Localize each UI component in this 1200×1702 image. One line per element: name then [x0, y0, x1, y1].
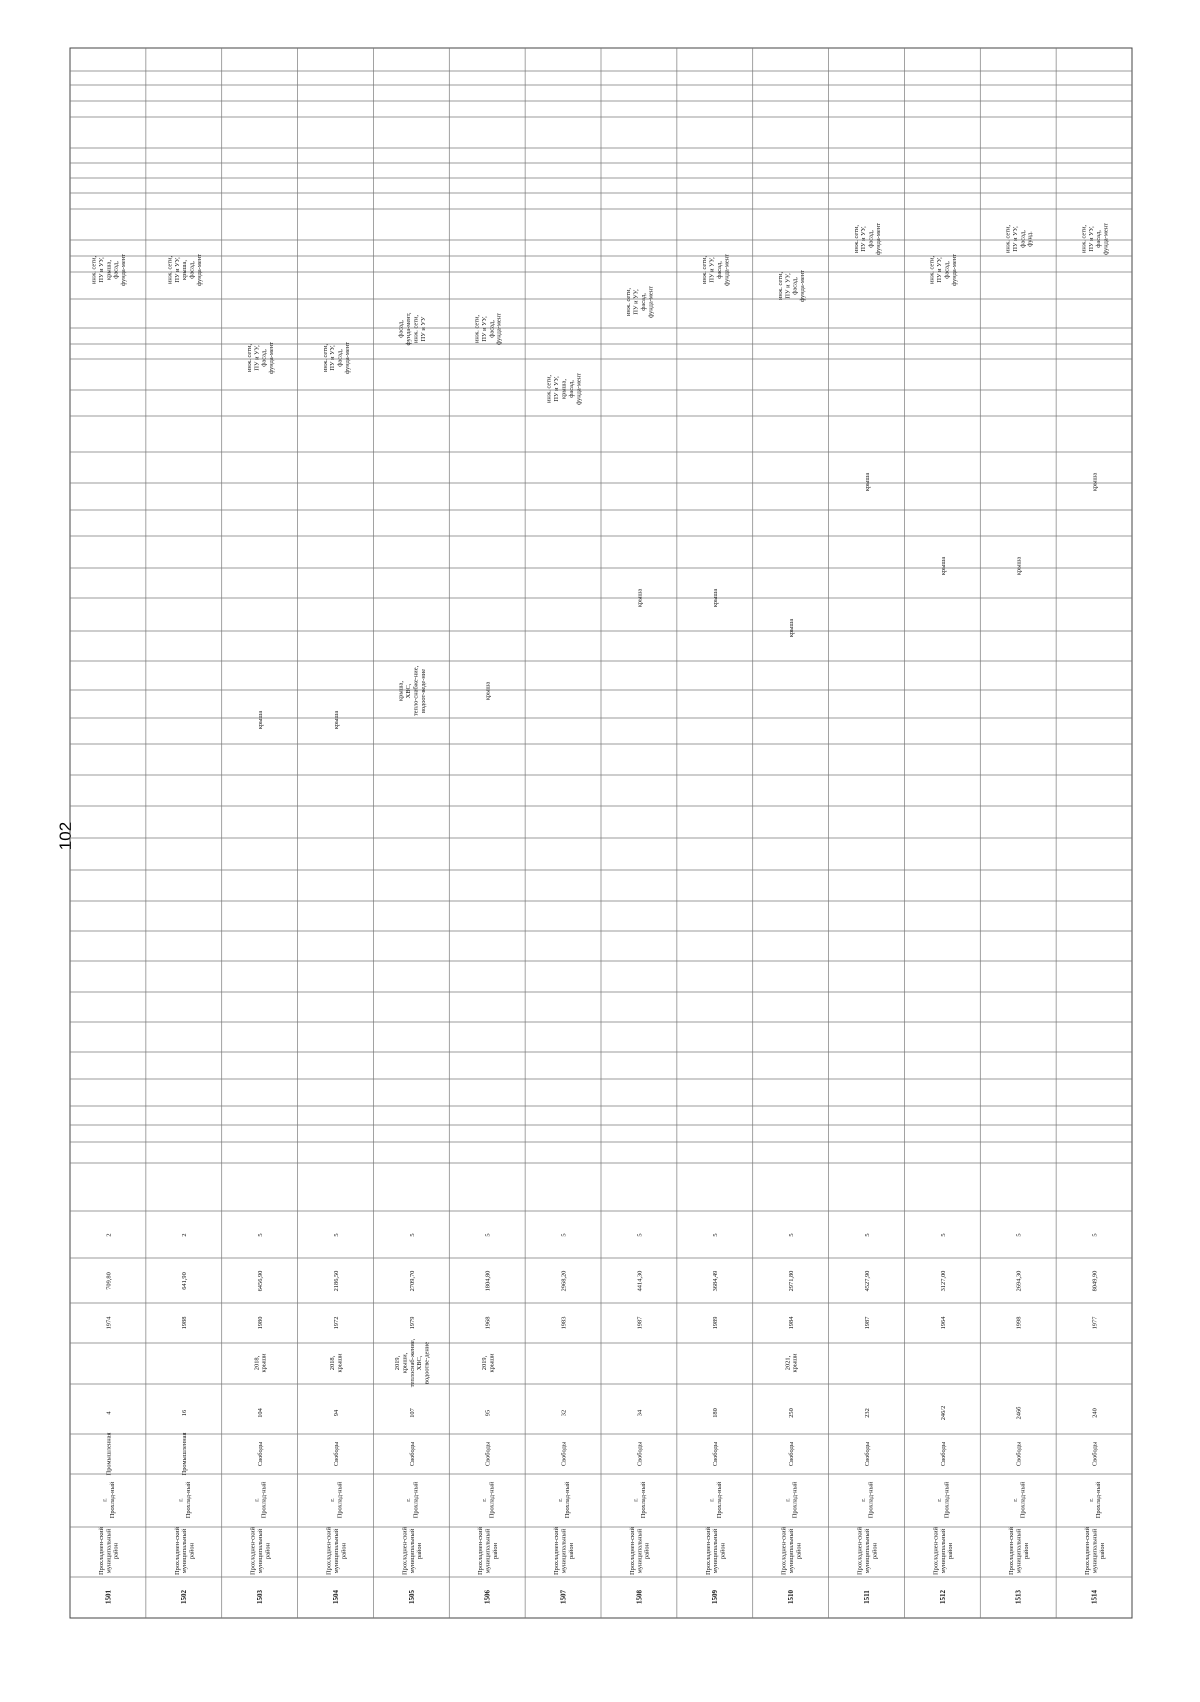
cell-locality: г.Прохлад-ный [632, 1481, 648, 1519]
table-row [1080, 223, 1109, 1604]
cell-num: 1508 [635, 1590, 644, 1604]
cell-district: Прохладнен-скиймуниципальныйрайон [932, 1527, 955, 1575]
cell-street: Свободы [788, 1441, 796, 1467]
cell-planned-work: инж. сети,ПУ и УУ,фасад,фунда-мент [473, 313, 503, 345]
cell-house: 32 [560, 1409, 568, 1417]
cell-roof-work: 2018,крыши [253, 1353, 268, 1373]
cell-district: Прохладнен-скиймуниципальныйрайон [401, 1527, 424, 1575]
table-row [246, 342, 275, 1604]
cell-locality: г.Прохлад-ный [1087, 1481, 1103, 1519]
cell-planned-work: инж. сети,ПУ и УУ,фасад,фунд. [1004, 224, 1034, 254]
table-row [394, 312, 431, 1604]
cell-street: Свободы [332, 1441, 340, 1467]
cell-locality: г.Прохлад-ный [556, 1481, 572, 1519]
cell-planned-work: крыша [939, 556, 947, 576]
cell-street: Промышленная [181, 1432, 189, 1476]
cell-street: Свободы [712, 1441, 720, 1467]
cell-planned-work: инж. сети,ПУ и УУ,крыша,фасад,фунда-мент [545, 373, 583, 405]
cell-house: 107 [408, 1408, 416, 1418]
cell-planned-work: инж. сети,ПУ и УУ,фасад,фунда-мент [625, 286, 655, 318]
cell-num: 1510 [787, 1590, 796, 1604]
cell-house: 104 [257, 1408, 265, 1418]
cell-roof-work: 2018,крыши [329, 1353, 344, 1373]
cell-roof-work: 2021,крыши [784, 1353, 799, 1373]
cell-locality: г.Прохлад-ный [329, 1481, 344, 1519]
cell-year: 1988 [181, 1316, 189, 1330]
cell-floors: 5 [257, 1233, 265, 1237]
cell-num: 1504 [331, 1590, 340, 1604]
cell-planned-work: крыша [257, 710, 265, 730]
table-row [929, 254, 958, 1604]
table-row [91, 254, 128, 1604]
cell-area: 2709,70 [408, 1270, 416, 1292]
cell-locality: г.Прохлад-ный [708, 1481, 723, 1519]
cell-floors: 5 [788, 1233, 796, 1237]
cell-year: 1979 [408, 1316, 416, 1330]
cell-planned-work: инж. сети,ПУ и УУ,фасад,фунда-мент [245, 342, 276, 374]
page-number-text: 102 [56, 821, 75, 851]
cell-street: Свободы [1015, 1441, 1023, 1467]
cell-area: 6456,90 [257, 1270, 265, 1292]
cell-street: Промышленная [105, 1432, 113, 1476]
cell-district: Прохладнен-скиймуниципальныйрайон [325, 1527, 348, 1575]
cell-floors: 5 [484, 1233, 492, 1237]
cell-year: 1974 [105, 1316, 113, 1330]
cell-floors: 2 [181, 1233, 189, 1237]
cell-planned-work: инж. сети,ПУ и УУ,фасад,фунда-мент [928, 254, 958, 286]
cell-house: 180 [712, 1408, 720, 1418]
cell-year: 1968 [484, 1316, 492, 1330]
cell-area: 3127,00 [939, 1270, 947, 1292]
cell-locality: г.Прохлад-ный [936, 1481, 951, 1519]
cell-district: Прохладнен-скиймуниципальныйрайон [1008, 1527, 1031, 1575]
cell-year: 1989 [712, 1316, 720, 1330]
table-row [474, 313, 503, 1604]
cell-street: Свободы [484, 1441, 492, 1467]
cell-planned-work: инж. сети,ПУ и УУ,фасад,фунда-мент [776, 270, 807, 302]
cell-year: 1980 [257, 1316, 265, 1330]
cell-planned-work: крыша [788, 618, 796, 638]
cell-area: 1804,80 [484, 1270, 492, 1292]
cell-planned-work: крыша [636, 588, 644, 608]
cell-house: 94 [332, 1409, 340, 1417]
cell-area: 2694,30 [1015, 1270, 1023, 1292]
cell-planned-work: крыша [332, 710, 340, 730]
cell-year: 1972 [332, 1316, 340, 1330]
cell-year: 1987 [636, 1316, 644, 1330]
cell-district: Прохладнен-скиймуниципальныйрайон [97, 1527, 120, 1575]
cell-planned-work: инж. сети,ПУ и УУ,фасад,фунда-мент [1080, 223, 1110, 255]
cell-floors: 5 [332, 1233, 340, 1237]
cell-area: 641,90 [181, 1272, 189, 1290]
cell-num: 1512 [938, 1590, 947, 1604]
cell-locality: г.Прохлад-ный [101, 1481, 117, 1519]
cell-street: Свободы [408, 1441, 416, 1467]
cell-street: Свободы [939, 1441, 947, 1467]
cell-house: 240 [1091, 1408, 1099, 1418]
cell-street: Свободы [1091, 1441, 1099, 1467]
cell-district: Прохладнен-скиймуниципальныйрайон [249, 1527, 272, 1575]
table-row [701, 254, 730, 1604]
cell-planned-work: фасад,фунда-мент,инж. сети,ПУ и УУ [397, 312, 427, 346]
cell-house: 232 [863, 1408, 871, 1418]
cell-planned-work: крыша,ХВС,тепло-снабже-ние,водоот-веде-ние [397, 665, 427, 717]
cell-house: 34 [636, 1409, 644, 1417]
cell-district: Прохладнен-скиймуниципальныйрайон [477, 1527, 500, 1575]
cell-year: 1964 [939, 1316, 947, 1330]
cell-district: Прохладнен-скиймуниципальныйрайон [704, 1527, 727, 1575]
cell-area: 8049,90 [1091, 1270, 1099, 1292]
cell-street: Свободы [560, 1441, 568, 1467]
cell-num: 1502 [180, 1590, 189, 1604]
cell-floors: 5 [939, 1233, 947, 1237]
cell-num: 1506 [483, 1590, 492, 1604]
cell-area: 709,80 [105, 1272, 113, 1290]
cell-area: 2971,80 [788, 1270, 796, 1292]
cell-year: 1977 [1091, 1316, 1099, 1330]
cell-planned-work: инж. сети,ПУ и УУ,крыша,фасад,фунда-мент [166, 254, 203, 286]
table-row [853, 223, 882, 1604]
cell-year: 1998 [1015, 1316, 1023, 1330]
cell-locality: г.Прохлад-ный [177, 1481, 192, 1519]
cell-num: 1511 [862, 1590, 871, 1604]
cell-year: 1983 [560, 1316, 568, 1330]
cell-area: 4527,90 [863, 1270, 871, 1292]
cell-area: 4414,30 [636, 1270, 644, 1292]
cell-planned-work: крыша [712, 588, 720, 608]
cell-locality: г.Прохлад-ный [480, 1481, 496, 1519]
cell-district: Прохладнен-скиймуниципальныйрайон [553, 1527, 575, 1575]
table-row [166, 254, 203, 1604]
cell-num: 1507 [559, 1590, 568, 1604]
cell-house: 246б [1015, 1406, 1023, 1420]
cell-house: 95 [484, 1409, 492, 1417]
cell-locality: г.Прохлад-ный [253, 1481, 268, 1519]
cell-floors: 5 [712, 1233, 720, 1237]
cell-locality: г.Прохлад-ный [860, 1481, 875, 1519]
cell-year: 1984 [788, 1316, 796, 1330]
cell-floors: 5 [1015, 1233, 1023, 1237]
cell-num: 1513 [1014, 1590, 1023, 1604]
cell-locality: г.Прохлад-ный [784, 1481, 799, 1519]
cell-street: Свободы [636, 1441, 644, 1467]
cell-street: Свободы [863, 1441, 871, 1467]
cell-street: Свободы [257, 1441, 265, 1467]
cell-planned-work: крыша [1091, 472, 1099, 492]
cell-house: 246/2 [939, 1405, 947, 1421]
cell-house: 16 [181, 1409, 189, 1417]
cell-floors: 5 [408, 1233, 416, 1237]
cell-planned-work: инж. сети,ПУ и УУ,крыша,фасад,фунда-мент [90, 254, 128, 286]
cell-planned-work: инж. сети,ПУ и УУ,фасад,фунда-мент [852, 223, 882, 255]
cell-roof-work: 2019,крыши,теплоснаб-жение,ХВС,водоотве-дение [393, 1338, 431, 1388]
cell-planned-work: инж. сети,ПУ и УУ,фасад,фунда-мент [701, 254, 731, 286]
cell-roof-work: 2019,крыши [480, 1353, 496, 1373]
table-grid [70, 48, 1132, 1618]
cell-floors: 5 [636, 1233, 644, 1237]
cell-num: 1503 [256, 1590, 265, 1604]
table-row [1005, 225, 1034, 1604]
cell-floors: 5 [1091, 1233, 1099, 1237]
cell-area: 3684,49 [712, 1270, 720, 1292]
cell-num: 1509 [711, 1590, 720, 1604]
cell-district: Прохладнен-скиймуниципальныйрайон [628, 1527, 651, 1575]
cell-year: 1987 [863, 1316, 871, 1330]
table-row [625, 286, 654, 1604]
cell-floors: 2 [105, 1233, 113, 1237]
cell-district: Прохладнен-скиймуниципальныйрайон [856, 1527, 879, 1575]
cell-district: Прохладнен-скиймуниципальныйрайон [173, 1527, 196, 1575]
cell-floors: 5 [560, 1233, 568, 1237]
cell-area: 2968,20 [560, 1270, 568, 1292]
table-row [546, 373, 583, 1604]
cell-floors: 5 [863, 1233, 871, 1237]
cell-planned-work: инж. сети,ПУ и УУ,фасад,фунда-мент [321, 342, 351, 374]
cell-locality: г.Прохлад-ный [1011, 1481, 1027, 1519]
cell-planned-work: крыша [863, 472, 871, 492]
cell-district: Прохладнен-скиймуниципальныйрайон [780, 1527, 803, 1575]
cell-house: 4 [105, 1411, 113, 1415]
cell-planned-work: крыша [1015, 556, 1023, 576]
cell-house: 250 [788, 1408, 796, 1418]
cell-num: 1514 [1090, 1590, 1099, 1604]
cell-num: 1505 [407, 1590, 416, 1604]
cell-district: Прохладнен-скиймуниципальныйрайон [1084, 1527, 1106, 1575]
table-row [777, 270, 806, 1604]
cell-locality: г.Прохлад-ный [405, 1481, 420, 1519]
table-row [322, 342, 351, 1604]
cell-planned-work: крыша [484, 681, 492, 701]
cell-num: 1501 [104, 1590, 113, 1604]
cell-area: 2186,50 [332, 1270, 340, 1292]
